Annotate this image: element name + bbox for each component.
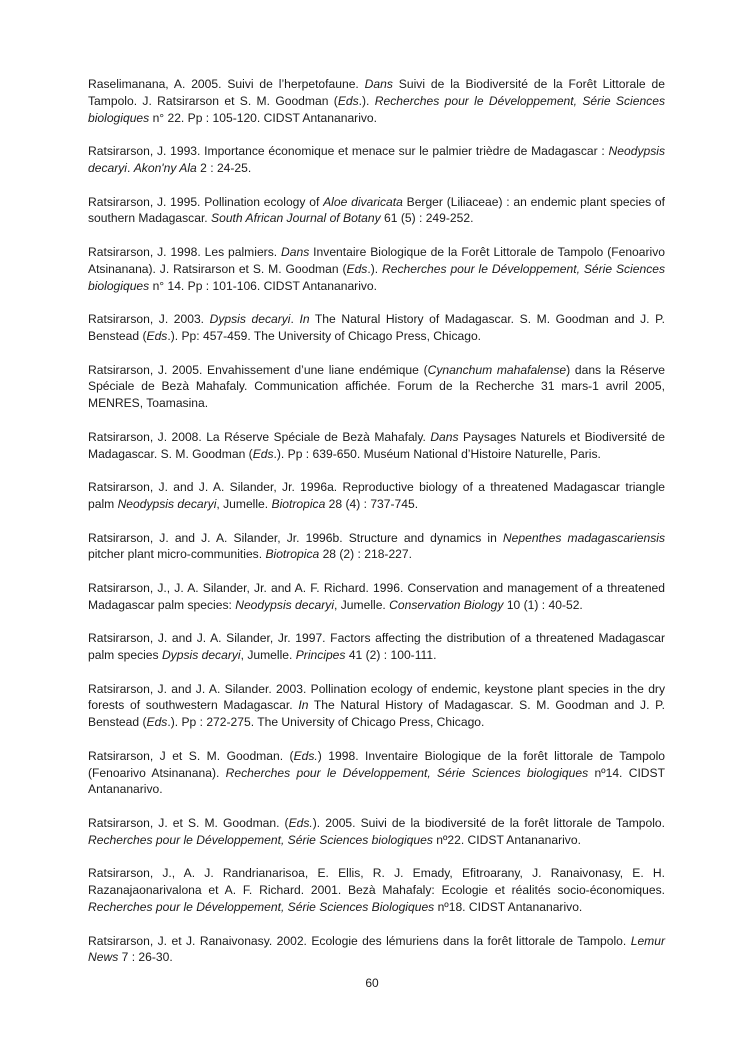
reference-text: Raselimanana, A. 2005. Suivi de l’herpetofaune.	[88, 77, 365, 91]
reference-entry	[88, 681, 665, 731]
reference-text: 28 (4) : 737-745.	[325, 496, 419, 511]
reference-italic-text: Dypsis decaryi	[209, 312, 291, 327]
reference-text: Ratsirarson, J. 1998. Les palmiers.	[88, 244, 282, 259]
reference-entry	[88, 76, 665, 126]
reference-text: .). Pp : 639-650. Muséum National d’Histoire Naturelle, Paris.	[273, 446, 601, 461]
reference-entry	[88, 194, 665, 228]
reference-text: 28 (2) : 218-227.	[319, 547, 412, 562]
reference-entry	[88, 530, 665, 564]
reference-text: Ratsirarson, J. 1993. Importance économique et menace sur le palmier trièdre de Madagascar :	[88, 144, 609, 159]
reference-italic-text: Dypsis decaryi	[161, 648, 241, 663]
reference-italic-text: Recherches pour le Développement, Série Sciences biologiques	[88, 832, 433, 847]
reference-italic-text: Eds.	[288, 816, 313, 831]
reference-text: .). Pp : 272-275. The University of Chicago Press, Chicago.	[167, 715, 485, 730]
reference-italic-text: Conservation Biology	[389, 597, 504, 612]
reference-entry	[88, 362, 665, 412]
reference-text: Paysages Naturels et Biodiversité de Madagascar. S. M. Goodman (	[88, 429, 665, 461]
reference-text: .).	[358, 93, 375, 108]
reference-text: Ratsirarson, J. and J. A. Silander, Jr. 1997. Factors affecting the distribution of a threatened Madagascar palm species	[88, 631, 665, 663]
reference-italic-text: Nepenthes madagascariensis	[502, 530, 666, 545]
reference-entry	[88, 933, 665, 967]
reference-text: .	[127, 160, 134, 175]
reference-text: Ratsirarson, J et S. M. Goodman. (	[88, 748, 294, 763]
reference-entry	[88, 143, 665, 177]
reference-text: Suivi de la Biodiversité de la Forêt Littorale de Tampolo. J. Ratsirarson et S. M. Goodman (	[88, 77, 665, 108]
reference-text: The Natural History of Madagascar. S. M. Goodman and J. P. Benstead (	[88, 698, 666, 730]
reference-entry	[88, 311, 665, 345]
reference-text: Ratsirarson, J. 1995. Pollination ecology of	[88, 194, 324, 209]
reference-text: ) dans la Réserve Spéciale de Bezà Mahafaly. Communication affichée. Forum de la Recherche 31 mars-1 avril 2005, MENRES, Toamasina.	[88, 362, 665, 411]
reference-text: ) 1998. Inventaire Biologique de la forêt littorale de Tampolo (Fenoarivo Atsinanana).	[88, 748, 665, 780]
reference-italic-text: Dans	[430, 429, 459, 444]
reference-italic-text: Dans	[281, 244, 310, 259]
reference-italic-text: Principes	[295, 648, 346, 663]
reference-text: Ratsirarson, J. and J. A. Silander, Jr. 1996a. Reproductive biology of a threatened Madagascar triangle palm	[88, 480, 665, 511]
page-number: 60	[365, 976, 379, 990]
reference-text: , Jumelle.	[334, 597, 390, 612]
reference-text: Ratsirarson, J. 2003.	[88, 312, 210, 327]
reference-text: Ratsirarson, J. et S. M. Goodman. (	[88, 816, 289, 831]
reference-italic-text: Biotropica	[265, 547, 320, 562]
reference-entry	[88, 580, 665, 614]
reference-text: Berger (Liliaceae) : an endemic plant species of southern Madagascar.	[88, 194, 666, 226]
reference-text: nº22. CIDST Antananarivo.	[432, 832, 581, 847]
reference-entry	[88, 244, 665, 294]
reference-text: Inventaire Biologique de la Forêt Littorale de Tampolo (Fenoarivo Atsinanana). J. Ratsirarson et S. M. Goodman (	[88, 244, 665, 276]
reference-text: , Jumelle.	[240, 648, 296, 663]
reference-italic-text: Eds	[146, 328, 168, 343]
reference-text: Ratsirarson, J., A. J. Randrianarisoa, E. Ellis, R. J. Emady, Efitroarany, J. Ranaivonasy, E. H. Razanajaonarivalona et A. F. Richard. 2001. Bezà Mahafaly: Ecologie et réalités socio-économiques.	[88, 866, 665, 898]
reference-text: .	[290, 312, 300, 327]
reference-text: n° 14. Pp : 101-106. CIDST Antananarivo.	[149, 278, 378, 293]
reference-italic-text: Neodypsis decaryi	[117, 496, 217, 511]
reference-text: nº18. CIDST Antananarivo.	[434, 900, 583, 915]
reference-italic-text: Recherches pour le Développement, Série Sciences biologiques	[225, 765, 589, 780]
reference-text: 2 : 24-25.	[196, 160, 252, 175]
reference-text: Ratsirarson, J. and J. A. Silander. 2003. Pollination ecology of endemic, keystone plant species in the dry forests of southwestern Madagascar.	[88, 681, 665, 713]
reference-text: .).	[367, 261, 383, 276]
reference-italic-text: Recherches pour le Développement, Série Sciences biologiques	[88, 261, 666, 293]
reference-italic-text: Recherches pour le Développement, Série Sciences biologiques	[88, 93, 665, 125]
reference-italic-text: In	[298, 698, 309, 713]
reference-text: 10 (1) : 40-52.	[503, 597, 583, 612]
reference-text: Ratsirarson, J. 2008. La Réserve Spéciale de Bezà Mahafaly.	[88, 429, 431, 444]
reference-italic-text: Neodypsis decaryi	[88, 144, 665, 175]
reference-entry	[88, 865, 665, 915]
reference-italic-text: In	[299, 312, 310, 327]
reference-italic-text: Recherches pour le Développement, Série Sciences Biologiques	[88, 900, 435, 915]
reference-text: pitcher plant micro-communities.	[88, 547, 266, 562]
reference-italic-text: Eds	[252, 446, 274, 461]
reference-entry	[88, 630, 665, 664]
reference-italic-text: Eds.	[293, 748, 318, 763]
reference-entry	[88, 815, 665, 849]
reference-text: Ratsirarson, J., J. A. Silander, Jr. and A. F. Richard. 1996. Conservation and management of a threatened Madagascar palm species:	[88, 580, 665, 612]
reference-italic-text: South African Journal of Botany	[211, 211, 381, 226]
reference-text: ). 2005. Suivi de la biodiversité de la forêt littorale de Tampolo.	[312, 816, 665, 831]
reference-text: The Natural History of Madagascar. S. M. Goodman and J. P. Benstead (	[88, 312, 665, 343]
reference-italic-text: Cynanchum mahafalense	[427, 362, 567, 377]
reference-list	[88, 76, 665, 983]
reference-text: Ratsirarson, J. et J. Ranaivonasy. 2002. Ecologie des lémuriens dans la forêt littorale de Tampolo.	[88, 933, 631, 948]
reference-entry	[88, 748, 665, 798]
reference-text: .). Pp: 457-459. The University of Chicago Press, Chicago.	[167, 328, 482, 343]
reference-italic-text: Akon'ny Ala	[133, 160, 197, 175]
reference-italic-text: Eds	[337, 93, 359, 108]
reference-text: 7 : 26-30.	[118, 950, 173, 965]
reference-text: Ratsirarson, J. and J. A. Silander, Jr. 1996b. Structure and dynamics in	[88, 530, 503, 545]
reference-italic-text: Lemur News	[88, 933, 665, 965]
reference-italic-text: Aloe divaricata	[323, 194, 403, 209]
reference-italic-text: Neodypsis decaryi	[235, 597, 335, 612]
reference-text: n° 22. Pp : 105-120. CIDST Antananarivo.	[149, 110, 378, 125]
reference-text: , Jumelle.	[216, 496, 272, 511]
reference-text: nº14. CIDST Antananarivo.	[88, 765, 665, 797]
reference-entry	[88, 479, 665, 513]
reference-italic-text: Biotropica	[271, 496, 326, 511]
reference-text: 61 (5) : 249-252.	[380, 211, 474, 226]
reference-italic-text: Eds	[146, 715, 168, 730]
reference-italic-text: Eds	[346, 261, 368, 276]
reference-text: Ratsirarson, J. 2005. Envahissement d’une liane endémique (	[88, 362, 428, 377]
reference-italic-text: Dans	[364, 77, 393, 91]
reference-text: 41 (2) : 100-111.	[345, 648, 437, 663]
reference-entry	[88, 429, 665, 463]
